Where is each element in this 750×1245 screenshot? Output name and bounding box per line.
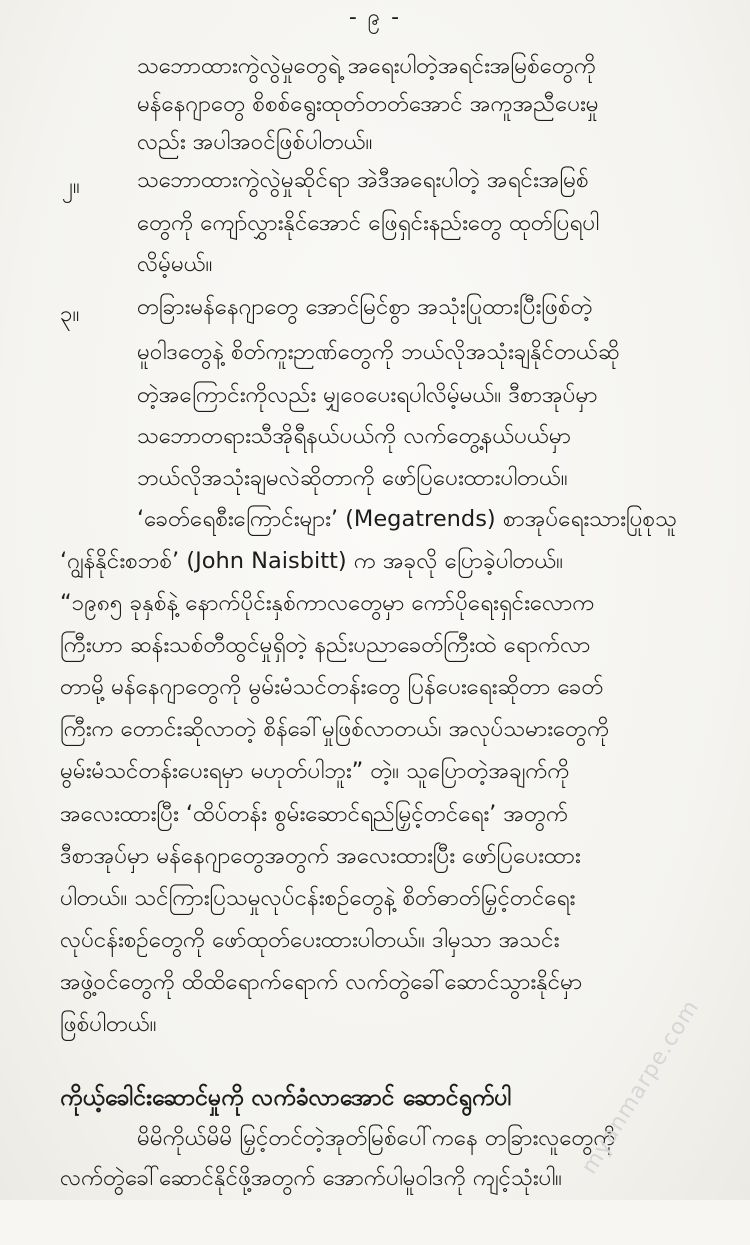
paragraph-line: “၁၉၈၅ ခုနှစ်နဲ့ နောက်ပိုင်းနှစ်ကာလတွေမှာ ကော်ပိုရေးရှင်းလောက bbox=[60, 590, 595, 616]
paragraph-line: အလေးထားပြီး ‘ထိပ်တန်း စွမ်းဆောင်ရည်မြှင့်တင်ရေး’ အတွက် bbox=[60, 801, 568, 827]
paragraph-line: လက်တွဲခေါ်ဆောင်နိုင်ဖို့အတွက် အောက်ပါမူဝါဒကို ကျင့်သုံးပါ။ bbox=[60, 1165, 562, 1191]
list-line: လည်း အပါအဝင်ဖြစ်ပါတယ်။ bbox=[137, 129, 373, 155]
list-line: တဲ့အကြောင်းကိုလည်း မျှဝေပေးရပါလိမ့်မယ်။ ဒီစာအုပ်မှာ bbox=[137, 382, 598, 408]
paragraph-line: ကြီးဟာ ဆန်းသစ်တီထွင်မှုရှိတဲ့ နည်းပညာခေတ်ကြီးထဲ ရောက်လာ bbox=[60, 632, 591, 658]
paragraph-line: တာမို့ မန်နေဂျာတွေကို မွမ်းမံသင်တန်းတွေ ပြန်ပေးရေးဆိုတာ ခေတ် bbox=[60, 674, 604, 700]
paragraph-line: မွမ်းမံသင်တန်းပေးရမှာ မဟုတ်ပါဘူး” တဲ့။ သူပြောတဲ့အချက်ကို bbox=[60, 758, 570, 784]
list-line: မူဝါဒတွေနဲ့ စိတ်ကူးဉာဏ်တွေကို ဘယ်လိုအသုံးချနိုင်တယ်ဆို bbox=[137, 339, 620, 365]
paragraph-line: ပါတယ်။ သင်ကြားပြသမှုလုပ်ငန်းစဉ်တွေနဲ့ စိတ်ဓာတ်မြှင့်တင်ရေး bbox=[60, 885, 576, 911]
list-line: သဘောထားကွဲလွဲမှုဆိုင်ရာ အဲဒီအရေးပါတဲ့ အရင်းအမြစ် bbox=[137, 167, 589, 193]
list-line: တခြားမန်နေဂျာတွေ အောင်မြင်စွာ အသုံးပြုထားပြီးဖြစ်တဲ့ bbox=[137, 294, 593, 320]
list-line: မန်နေဂျာတွေ စိစစ်ရွေးထုတ်တတ်အောင် အကူအညီပေးမှု bbox=[137, 91, 599, 117]
page-number: - ၉ - bbox=[348, 5, 402, 30]
paragraph-line: မိမိကိုယ်မိမိ မြှင့်တင်တဲ့အုတ်မြစ်ပေါ်ကနေ တခြားလူတွေကို bbox=[137, 1125, 616, 1151]
paragraph-line: အဖွဲ့ဝင်တွေကို ထိထိရောက်ရောက် လက်တွဲခေါ်ဆောင်သွားနိုင်မှာ bbox=[60, 969, 583, 995]
paragraph-line: ‘ခေတ်ရေစီးကြောင်းများ’ (Megatrends) စာအုပ်ရေးသားပြုစုသူ bbox=[137, 506, 677, 532]
paragraph-line: ‘ဂျွန်နိုင်းစဘစ်’ (John Naisbitt) က အခုလို ပြောခဲ့ပါတယ်။ bbox=[60, 548, 564, 574]
paragraph-line: ကြီးက တောင်းဆိုလာတဲ့ စိန်ခေါ်မှုဖြစ်လာတယ်၊ အလုပ်သမားတွေကို bbox=[60, 716, 610, 742]
list-marker-2: ၂။ bbox=[62, 173, 80, 199]
list-line: ဘယ်လိုအသုံးချမလဲဆိုတာကို ဖော်ပြပေးထားပါတယ်။ bbox=[137, 465, 568, 491]
watermark: myanmarpe.com bbox=[576, 995, 705, 1179]
list-line: လိမ့်မယ်။ bbox=[137, 251, 213, 277]
list-line: သဘောထားကွဲလွဲမှုတွေရဲ့ အရေးပါတဲ့အရင်းအမြစ်တွေကို bbox=[137, 53, 596, 79]
paragraph-line: ဒီစာအုပ်မှာ မန်နေဂျာတွေအတွက် အလေးထားပြီး ဖော်ပြပေးထား bbox=[60, 843, 581, 869]
paragraph-line: ဖြစ်ပါတယ်။ bbox=[60, 1011, 157, 1037]
list-line: သဘောတရားသီအိုရီနယ်ပယ်ကို လက်တွေ့နယ်ပယ်မှာ bbox=[137, 423, 571, 449]
paragraph-line: လုပ်ငန်းစဉ်တွေကို ဖော်ထုတ်ပေးထားပါတယ်။ ဒါမှသာ အသင်း bbox=[60, 927, 560, 953]
list-marker-3: ၃။ bbox=[60, 301, 80, 327]
section-heading: ကိုယ့်ခေါင်းဆောင်မှုကို လက်ခံလာအောင် ဆောင်ရွက်ပါ bbox=[60, 1085, 512, 1111]
list-line: တွေကို ကျော်လွှားနိုင်အောင် ဖြေရှင်းနည်းတွေ ထုတ်ပြရပါ bbox=[137, 210, 600, 236]
